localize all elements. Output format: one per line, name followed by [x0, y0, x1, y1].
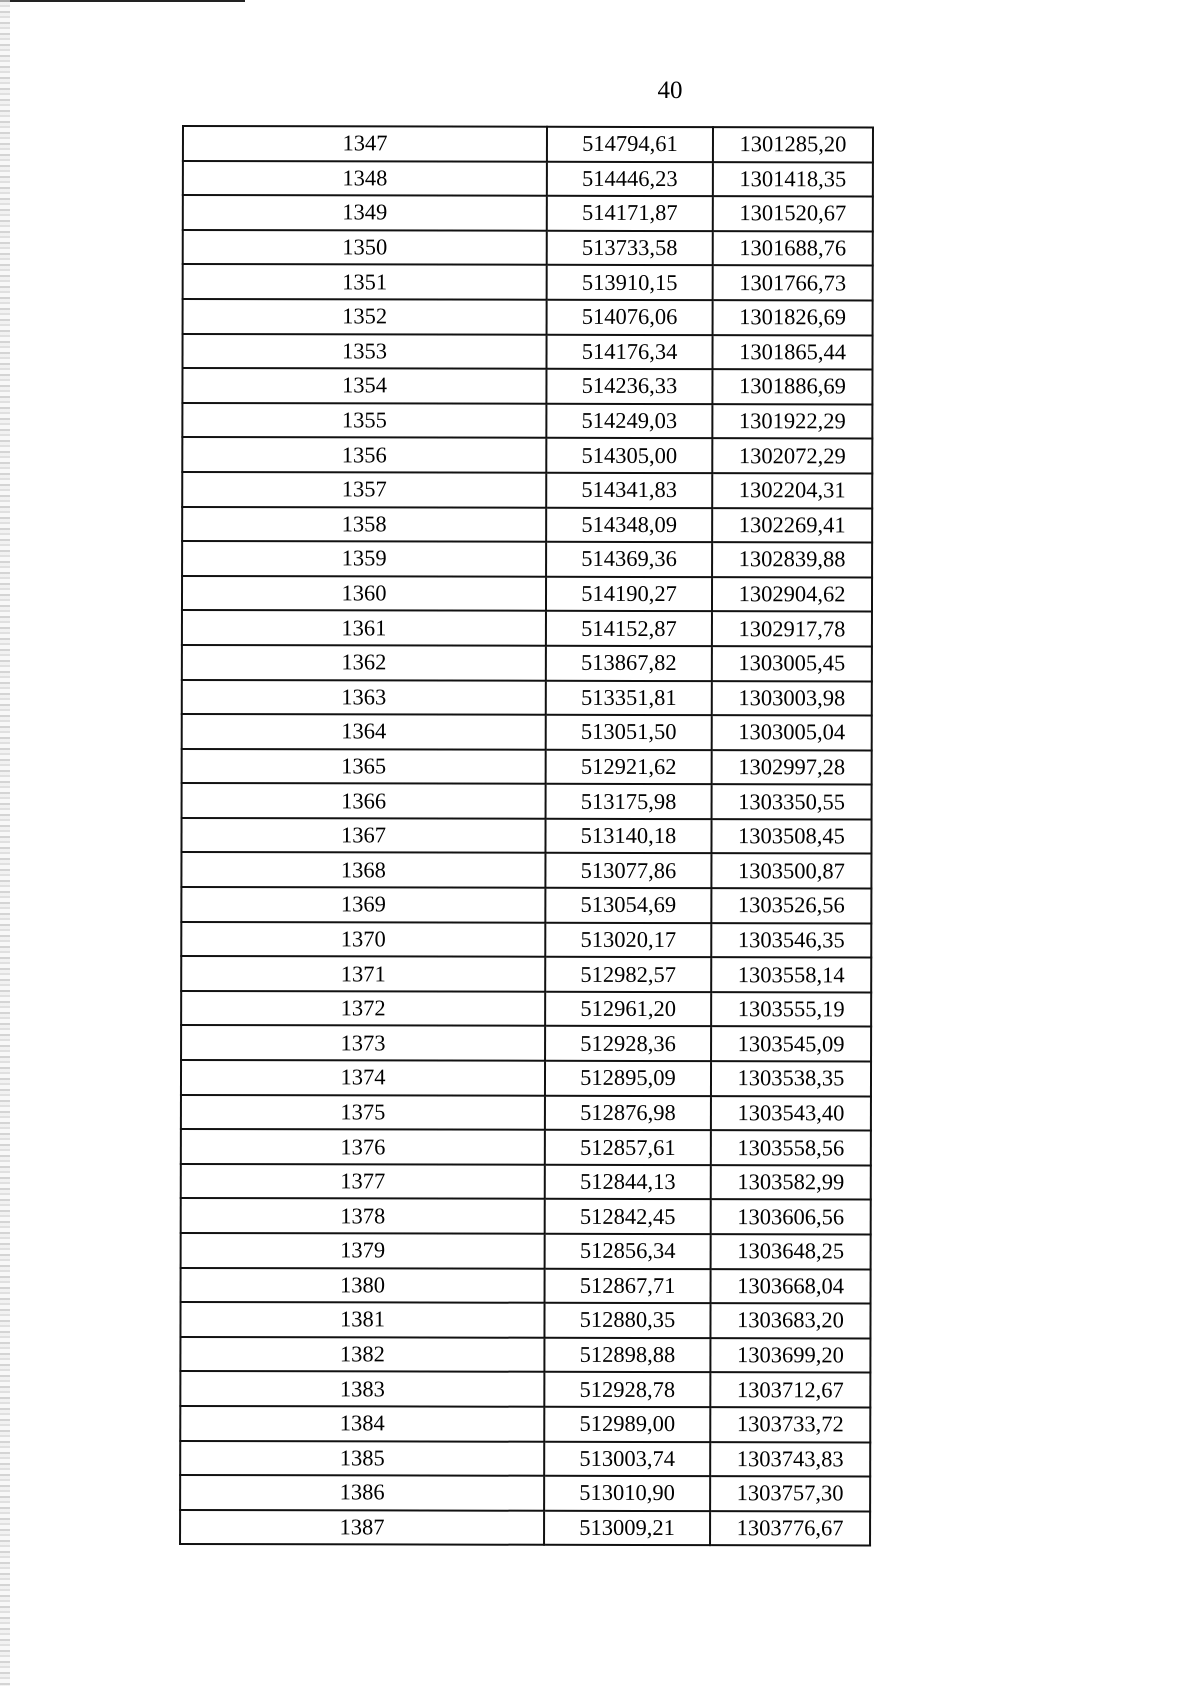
table-row	[181, 991, 871, 1027]
y-coordinate-cell: 1303500,87	[711, 854, 871, 889]
y-coordinate-cell: 1303558,56	[711, 1130, 871, 1165]
table-row	[180, 1475, 870, 1511]
x-coordinate-cell: 512876,98	[545, 1095, 711, 1130]
point-number-cell: 1377	[181, 1164, 545, 1199]
point-number-cell: 1351	[183, 264, 547, 299]
point-number-cell: 1382	[180, 1337, 544, 1372]
point-number-cell: 1361	[182, 610, 546, 645]
y-coordinate-cell: 1302839,88	[712, 542, 872, 577]
y-coordinate-cell: 1301418,35	[713, 162, 873, 197]
y-coordinate-cell: 1301826,69	[713, 300, 873, 335]
x-coordinate-cell: 512928,36	[545, 1026, 711, 1061]
y-coordinate-cell: 1303668,04	[711, 1269, 871, 1304]
table-row	[183, 299, 873, 335]
x-coordinate-cell: 514236,33	[546, 369, 712, 404]
table-row	[182, 403, 872, 439]
scan-top-line	[0, 0, 245, 2]
y-coordinate-cell: 1303606,56	[711, 1200, 871, 1235]
point-number-cell: 1366	[182, 783, 546, 818]
y-coordinate-cell: 1303743,83	[710, 1442, 870, 1477]
point-number-cell: 1356	[182, 437, 546, 472]
coordinates-table	[179, 125, 874, 1547]
x-coordinate-cell: 513351,81	[546, 680, 712, 715]
point-number-cell: 1386	[180, 1475, 544, 1510]
table-row	[180, 1441, 870, 1477]
point-number-cell: 1372	[181, 991, 545, 1026]
table-row	[181, 1095, 871, 1131]
y-coordinate-cell: 1303712,67	[710, 1372, 870, 1407]
y-coordinate-cell: 1302997,28	[712, 750, 872, 785]
table-row	[181, 1129, 871, 1165]
table-row	[182, 610, 872, 646]
point-number-cell: 1365	[182, 749, 546, 784]
x-coordinate-cell: 512867,71	[545, 1268, 711, 1303]
point-number-cell: 1378	[181, 1198, 545, 1233]
point-number-cell: 1373	[181, 1025, 545, 1060]
y-coordinate-cell: 1303545,09	[711, 1027, 871, 1062]
table-row	[183, 264, 873, 300]
point-number-cell: 1358	[182, 507, 546, 542]
point-number-cell: 1357	[182, 472, 546, 507]
x-coordinate-cell: 513003,74	[544, 1441, 710, 1476]
x-coordinate-cell: 514249,03	[546, 404, 712, 439]
x-coordinate-cell: 514446,23	[547, 161, 713, 196]
x-coordinate-cell: 514341,83	[546, 473, 712, 508]
table-row	[181, 1060, 871, 1096]
table-row	[180, 1371, 870, 1407]
coordinates-table-body	[180, 126, 873, 1546]
table-row	[181, 1268, 871, 1304]
table-row	[182, 368, 872, 404]
table-row	[182, 472, 872, 508]
table-row	[181, 887, 871, 923]
x-coordinate-cell: 513733,58	[547, 231, 713, 266]
x-coordinate-cell: 514076,06	[547, 300, 713, 335]
point-number-cell: 1383	[180, 1371, 544, 1406]
x-coordinate-cell: 513054,69	[545, 888, 711, 923]
table-row	[181, 818, 871, 854]
table-row	[182, 783, 872, 819]
x-coordinate-cell: 513020,17	[545, 922, 711, 957]
y-coordinate-cell: 1303546,35	[711, 923, 871, 958]
x-coordinate-cell: 513077,86	[545, 853, 711, 888]
point-number-cell: 1371	[181, 956, 545, 991]
point-number-cell: 1369	[181, 887, 545, 922]
table-row	[182, 680, 872, 716]
y-coordinate-cell: 1303350,55	[712, 784, 872, 819]
x-coordinate-cell: 514190,27	[546, 576, 712, 611]
x-coordinate-cell: 512961,20	[545, 992, 711, 1027]
x-coordinate-cell: 513175,98	[546, 784, 712, 819]
y-coordinate-cell: 1303757,30	[710, 1476, 870, 1511]
coordinates-table-wrapper	[179, 125, 874, 1547]
table-row	[181, 1025, 871, 1061]
table-row	[182, 576, 872, 612]
y-coordinate-cell: 1303558,14	[711, 957, 871, 992]
y-coordinate-cell: 1301688,76	[713, 231, 873, 266]
point-number-cell: 1368	[181, 852, 545, 887]
x-coordinate-cell: 512928,78	[544, 1372, 710, 1407]
y-coordinate-cell: 1303508,45	[711, 819, 871, 854]
point-number-cell: 1359	[182, 541, 546, 576]
y-coordinate-cell: 1303776,67	[710, 1511, 870, 1546]
table-row	[180, 1406, 870, 1442]
y-coordinate-cell: 1303648,25	[711, 1234, 871, 1269]
y-coordinate-cell: 1303005,45	[712, 646, 872, 681]
y-coordinate-cell: 1303526,56	[711, 888, 871, 923]
y-coordinate-cell: 1302904,62	[712, 577, 872, 612]
x-coordinate-cell: 513140,18	[545, 819, 711, 854]
x-coordinate-cell: 514369,36	[546, 542, 712, 577]
x-coordinate-cell: 512856,34	[545, 1234, 711, 1269]
x-coordinate-cell: 512989,00	[544, 1407, 710, 1442]
point-number-cell: 1348	[183, 161, 547, 196]
point-number-cell: 1364	[182, 714, 546, 749]
y-coordinate-cell: 1301285,20	[713, 127, 873, 162]
table-row	[182, 749, 872, 785]
x-coordinate-cell: 514794,61	[547, 127, 713, 162]
point-number-cell: 1387	[180, 1510, 544, 1545]
y-coordinate-cell: 1302269,41	[712, 508, 872, 543]
y-coordinate-cell: 1302072,29	[712, 438, 872, 473]
y-coordinate-cell: 1303003,98	[712, 681, 872, 716]
table-row	[181, 1198, 871, 1234]
table-row	[180, 1302, 870, 1338]
x-coordinate-cell: 513009,21	[544, 1511, 710, 1546]
table-row	[183, 161, 873, 197]
table-row	[182, 541, 872, 577]
y-coordinate-cell: 1303555,19	[711, 992, 871, 1027]
y-coordinate-cell: 1301520,67	[713, 196, 873, 231]
x-coordinate-cell: 514171,87	[547, 196, 713, 231]
x-coordinate-cell: 513867,82	[546, 646, 712, 681]
point-number-cell: 1353	[182, 334, 546, 369]
point-number-cell: 1354	[182, 368, 546, 403]
x-coordinate-cell: 513010,90	[544, 1476, 710, 1511]
x-coordinate-cell: 514176,34	[546, 334, 712, 369]
table-row	[182, 437, 872, 473]
x-coordinate-cell: 512857,61	[545, 1130, 711, 1165]
y-coordinate-cell: 1303699,20	[710, 1338, 870, 1373]
y-coordinate-cell: 1302917,78	[712, 611, 872, 646]
x-coordinate-cell: 512880,35	[544, 1303, 710, 1338]
point-number-cell: 1379	[181, 1233, 545, 1268]
point-number-cell: 1367	[181, 818, 545, 853]
table-row	[183, 126, 873, 162]
table-row	[183, 195, 873, 231]
point-number-cell: 1370	[181, 922, 545, 957]
page-number: 40	[657, 77, 683, 104]
table-row	[183, 230, 873, 266]
y-coordinate-cell: 1301922,29	[712, 404, 872, 439]
table-row	[180, 1337, 870, 1373]
point-number-cell: 1360	[182, 576, 546, 611]
x-coordinate-cell: 512842,45	[545, 1199, 711, 1234]
y-coordinate-cell: 1303582,99	[711, 1165, 871, 1200]
point-number-cell: 1374	[181, 1060, 545, 1095]
y-coordinate-cell: 1301766,73	[713, 265, 873, 300]
point-number-cell: 1385	[180, 1441, 544, 1476]
y-coordinate-cell: 1301865,44	[712, 335, 872, 370]
x-coordinate-cell: 512982,57	[545, 957, 711, 992]
point-number-cell: 1363	[182, 680, 546, 715]
point-number-cell: 1362	[182, 645, 546, 680]
y-coordinate-cell: 1303005,04	[712, 715, 872, 750]
x-coordinate-cell: 512895,09	[545, 1061, 711, 1096]
table-row	[182, 334, 872, 370]
point-number-cell: 1349	[183, 195, 547, 230]
y-coordinate-cell: 1303543,40	[711, 1096, 871, 1131]
table-row	[182, 714, 872, 750]
y-coordinate-cell: 1303733,72	[710, 1407, 870, 1442]
x-coordinate-cell: 512921,62	[546, 749, 712, 784]
x-coordinate-cell: 514348,09	[546, 507, 712, 542]
x-coordinate-cell: 512844,13	[545, 1165, 711, 1200]
table-row	[181, 956, 871, 992]
table-row	[181, 1233, 871, 1269]
y-coordinate-cell: 1301886,69	[712, 369, 872, 404]
y-coordinate-cell: 1303683,20	[710, 1303, 870, 1338]
y-coordinate-cell: 1303538,35	[711, 1061, 871, 1096]
table-row	[182, 645, 872, 681]
point-number-cell: 1355	[182, 403, 546, 438]
point-number-cell: 1350	[183, 230, 547, 265]
point-number-cell: 1381	[180, 1302, 544, 1337]
table-row	[181, 852, 871, 888]
point-number-cell: 1380	[181, 1268, 545, 1303]
table-row	[181, 922, 871, 958]
x-coordinate-cell: 514305,00	[546, 438, 712, 473]
scan-left-edge	[0, 0, 10, 1686]
x-coordinate-cell: 513910,15	[547, 265, 713, 300]
point-number-cell: 1352	[183, 299, 547, 334]
x-coordinate-cell: 514152,87	[546, 611, 712, 646]
table-row	[180, 1510, 870, 1546]
point-number-cell: 1376	[181, 1129, 545, 1164]
x-coordinate-cell: 512898,88	[544, 1338, 710, 1373]
point-number-cell: 1347	[183, 126, 547, 161]
y-coordinate-cell: 1302204,31	[712, 473, 872, 508]
point-number-cell: 1375	[181, 1095, 545, 1130]
table-row	[182, 507, 872, 543]
x-coordinate-cell: 513051,50	[546, 715, 712, 750]
point-number-cell: 1384	[180, 1406, 544, 1441]
table-row	[181, 1164, 871, 1200]
